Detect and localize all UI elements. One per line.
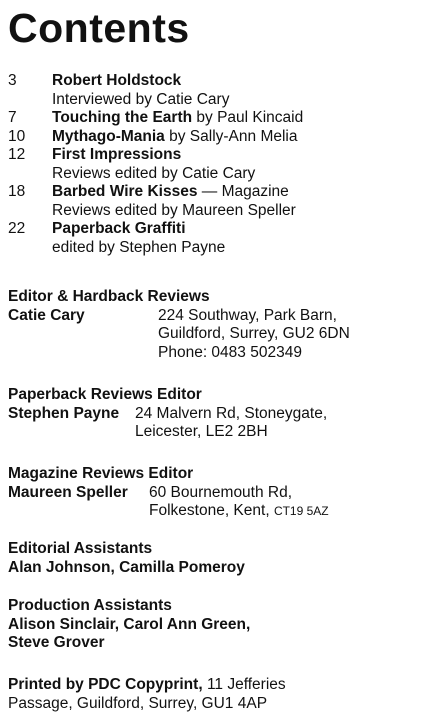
page-title: Contents xyxy=(8,5,190,51)
editor-block xyxy=(8,288,428,362)
magazine-heading: Magazine Reviews Editor xyxy=(8,465,194,482)
magazine-address-line: Folkestone, Kent, xyxy=(149,502,270,519)
toc-page-number: 3 xyxy=(8,72,17,89)
paperback-editor-block xyxy=(8,386,428,442)
magazine-editor-block xyxy=(8,465,428,521)
toc-credit: Reviews edited by Catie Cary xyxy=(52,164,256,182)
magazine-address-line: 60 Bournemouth Rd, xyxy=(149,483,293,501)
printer-block xyxy=(8,676,428,713)
magazine-editor-name: Maureen Speller xyxy=(8,483,128,501)
editor-address-line: Guildford, Surrey, GU2 6DN xyxy=(158,325,350,342)
paperback-address-line: Leicester, LE2 2BH xyxy=(135,423,268,440)
toc-credit: by Paul Kincaid xyxy=(196,109,304,126)
toc-credit: by Sally-Ann Melia xyxy=(169,127,298,145)
table-of-contents xyxy=(8,72,428,257)
paperback-heading: Paperback Reviews Editor xyxy=(8,386,202,403)
toc-entry xyxy=(8,128,428,147)
toc-title: Barbed Wire Kisses xyxy=(52,183,198,200)
toc-page-number: 22 xyxy=(8,220,26,237)
toc-title: Touching the Earth xyxy=(52,109,193,126)
editor-heading: Editor & Hardback Reviews xyxy=(8,288,210,305)
toc-entry xyxy=(8,146,428,183)
toc-page-number: 12 xyxy=(8,146,26,163)
production-assistants-heading: Production Assistants xyxy=(8,597,172,614)
toc-page-number: 18 xyxy=(8,183,26,200)
editor-name: Catie Cary xyxy=(8,306,85,324)
production-assistants-names: Alison Sinclair, Carol Ann Green, xyxy=(8,615,251,633)
printer-address: Passage, Guildford, Surrey, GU1 4AP xyxy=(8,694,268,712)
toc-credit: edited by Stephen Payne xyxy=(52,238,226,256)
editorial-assistants-heading: Editorial Assistants xyxy=(8,540,153,557)
production-assistants-block xyxy=(8,597,428,653)
toc-title: First Impressions xyxy=(52,146,182,163)
magazine-postcode: CT19 5AZ xyxy=(273,504,329,518)
toc-entry xyxy=(8,109,428,128)
toc-entry xyxy=(8,183,428,220)
editorial-assistants-block xyxy=(8,540,428,577)
toc-entry xyxy=(8,220,428,257)
toc-credit: Interviewed by Catie Cary xyxy=(52,90,230,108)
printer-name: Printed by PDC Copyprint, xyxy=(8,676,203,693)
production-assistants-names: Steve Grover xyxy=(8,634,105,651)
paperback-editor-name: Stephen Payne xyxy=(8,404,120,422)
toc-credit: Reviews edited by Maureen Speller xyxy=(52,201,296,219)
toc-page-number: 10 xyxy=(8,127,26,145)
toc-credit: — Magazine xyxy=(201,183,289,200)
toc-title: Robert Holdstock xyxy=(52,72,182,89)
editor-address-line: 224 Southway, Park Barn, xyxy=(158,306,337,324)
printer-address: 11 Jefferies xyxy=(206,676,286,693)
toc-entry xyxy=(8,72,428,109)
paperback-address-line: 24 Malvern Rd, Stoneygate, xyxy=(135,404,328,422)
toc-title: Paperback Graffiti xyxy=(52,220,186,237)
editor-phone: Phone: 0483 502349 xyxy=(158,343,302,361)
toc-title: Mythago-Mania xyxy=(52,127,165,145)
editorial-assistants-names: Alan Johnson, Camilla Pomeroy xyxy=(8,558,245,576)
toc-page-number: 7 xyxy=(8,109,17,126)
